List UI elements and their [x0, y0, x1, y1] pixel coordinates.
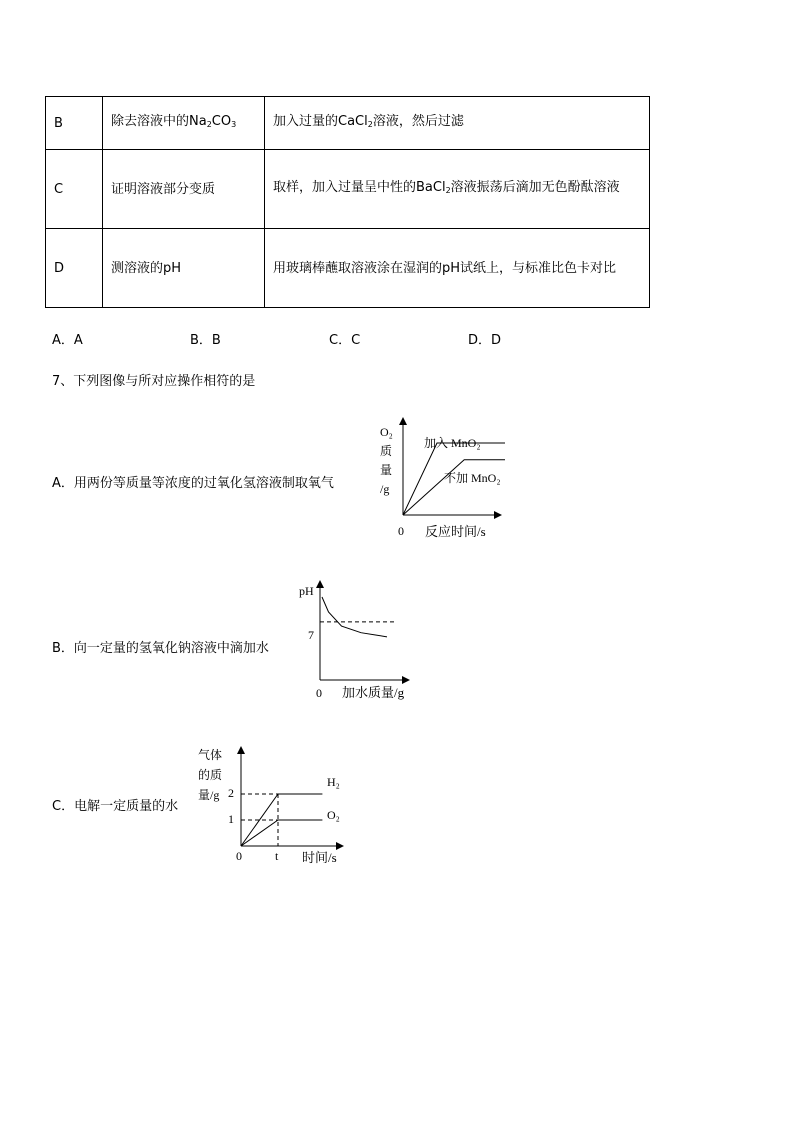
method-cell: 取样，加入过量呈中性的BaCl$_2$溶液振荡后滴加无色酚酞溶液 — [265, 150, 650, 229]
y-label-line: 气体 — [198, 748, 223, 762]
y-tick-7: 7 — [308, 628, 314, 642]
origin-label: 0 — [236, 849, 242, 863]
chart-b-series — [320, 597, 396, 637]
option-cell: B — [46, 97, 103, 150]
y-label-line: 量 — [380, 463, 393, 477]
chart-c — [192, 744, 362, 870]
series-line-o2 — [241, 820, 322, 846]
purpose-cell: 证明溶液部分变质 — [103, 150, 265, 229]
origin-label: 0 — [398, 524, 404, 538]
table-row — [46, 150, 650, 229]
series-label-mno2: 加入 MnO₂ — [424, 436, 481, 450]
choice-c: C．C — [329, 333, 361, 348]
method-cell: 用玻璃棒蘸取溶液涂在湿润的pH试纸上，与标准比色卡对比 — [265, 229, 650, 308]
y-label-line: 量/g — [198, 788, 220, 802]
series-line-no-mno2 — [403, 460, 505, 515]
choice-a: A．A — [52, 333, 83, 348]
y-label-line: 质 — [380, 444, 393, 458]
chart-c-series — [241, 794, 322, 846]
y-label-line: /g — [380, 482, 390, 496]
y-tick-2: 2 — [228, 786, 234, 800]
choice-b: B．B — [190, 333, 221, 348]
chart-a — [370, 415, 530, 545]
series-label-h2: H₂ — [327, 775, 340, 789]
x-label: 加水质量/g — [342, 685, 405, 700]
chart-b — [296, 578, 436, 706]
y-label-line: 的质 — [198, 768, 223, 782]
option-cell: D — [46, 229, 103, 308]
options-table — [45, 96, 650, 308]
option-a-text: A．用两份等质量等浓度的过氧化氢溶液制取氧气 — [52, 476, 334, 491]
x-label: 时间/s — [302, 850, 337, 865]
option-c-text: C．电解一定质量的水 — [52, 799, 179, 814]
y-label-line: O₂ — [380, 425, 393, 439]
x-tick-t: t — [275, 849, 279, 863]
origin-label: 0 — [316, 686, 322, 700]
purpose-cell: 测溶液的pH — [103, 229, 265, 308]
ph-curve — [322, 597, 387, 637]
y-label: pH — [299, 584, 314, 598]
option-b-text: B．向一定量的氢氧化钠溶液中滴加水 — [52, 641, 269, 656]
question-7-stem: 7、下列图像与所对应操作相符的是 — [52, 374, 256, 389]
purpose-cell: 除去溶液中的$Na_2CO_3$ — [103, 97, 265, 150]
x-label: 反应时间/s — [425, 524, 486, 539]
choice-d: D．D — [468, 333, 502, 348]
method-cell: 加入过量的CaCl$_2$溶液，然后过滤 — [265, 97, 650, 150]
y-tick-1: 1 — [228, 812, 234, 826]
table-row — [46, 229, 650, 308]
option-cell: C — [46, 150, 103, 229]
series-label-no-mno2: 不加 MnO₂ — [444, 471, 501, 485]
table-row — [46, 97, 650, 150]
series-label-o2: O₂ — [327, 808, 340, 822]
